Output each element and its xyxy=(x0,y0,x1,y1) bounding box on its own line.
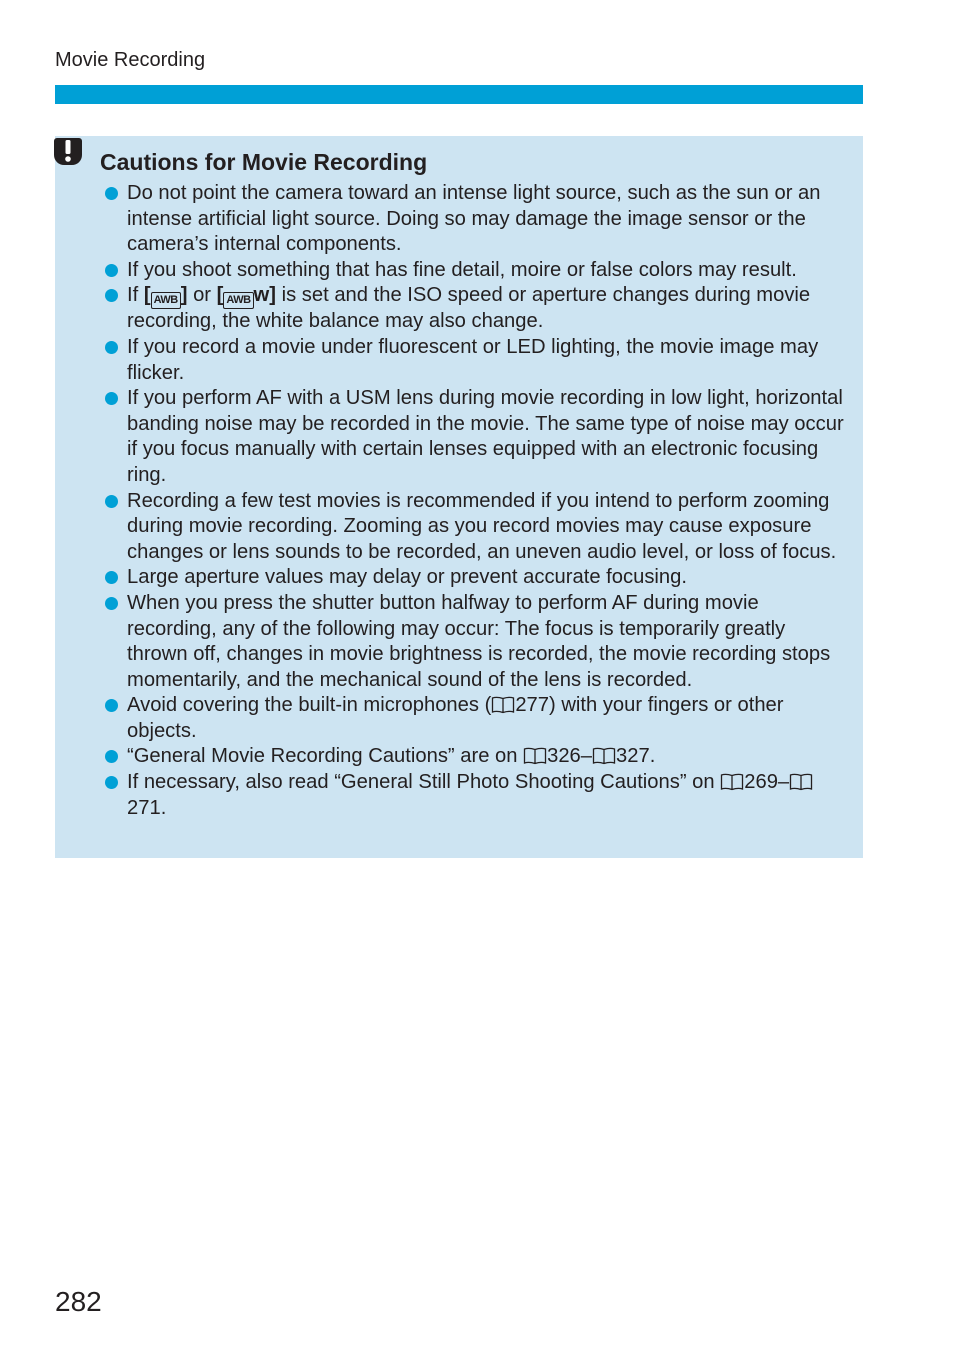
running-header: Movie Recording xyxy=(55,49,206,71)
bullet-icon xyxy=(105,699,118,712)
list-item: If necessary, also read “General Still Photo Shooting Cautions” on 269–271. xyxy=(100,770,849,821)
book-reference-icon xyxy=(491,696,515,714)
bullet-icon xyxy=(105,776,118,789)
list-item: If [ AWB ] or [ AWB w] is set and the ISO speed or aperture changes during movie recording, the white balance may also change. xyxy=(100,283,849,335)
book-reference-icon xyxy=(720,773,744,791)
book-reference-icon xyxy=(789,773,813,791)
list-item: “General Movie Recording Cautions” are on 326– 327. xyxy=(100,744,849,770)
awb-icon: AWB xyxy=(151,292,181,309)
bullet-icon xyxy=(105,597,118,610)
list-item: Large aperture values may delay or prevent accurate focusing. xyxy=(100,565,849,591)
bullet-icon xyxy=(105,264,118,277)
list-item: Do not point the camera toward an intense light source, such as the sun or an intense artificial light source. Doing so may damage the image sensor or the camera’s internal components. xyxy=(100,181,849,258)
bullet-icon xyxy=(105,289,118,302)
awb-white-priority-icon: AWB xyxy=(223,292,253,309)
bullet-icon xyxy=(105,341,118,354)
list-item: If you perform AF with a USM lens during movie recording in low light, horizontal banding noise may be recorded in the movie. The same type of noise may occur if you focus manually with certain lenses equipped with an electronic focusing ring. xyxy=(100,386,849,488)
caution-title: Cautions for Movie Recording xyxy=(100,149,428,175)
bullet-icon xyxy=(105,495,118,508)
list-item: If you shoot something that has fine detail, moire or false colors may result. xyxy=(100,258,849,284)
book-reference-icon xyxy=(592,747,616,765)
page-reference[interactable]: 277 xyxy=(515,694,549,717)
caution-icon xyxy=(53,136,83,166)
bullet-icon xyxy=(105,392,118,405)
page-reference[interactable]: 326 xyxy=(547,745,581,768)
book-reference-icon xyxy=(523,747,547,765)
caution-box xyxy=(55,136,863,858)
list-item: Avoid covering the built-in microphones ( 277) with your fingers or other objects. xyxy=(100,693,849,744)
list-item: Recording a few test movies is recommended if you intend to perform zooming during movie recording. Zooming as you record movies may cause exposure changes or lens sounds to be recorded, an uneven audio level, or loss of focus. xyxy=(100,489,849,566)
page-number: 282 xyxy=(55,1286,102,1317)
list-item: If you record a movie under fluorescent or LED lighting, the movie image may flicker. xyxy=(100,335,849,386)
page-reference[interactable]: 327 xyxy=(616,745,650,768)
page-reference[interactable]: 269 xyxy=(744,771,778,794)
bullet-icon xyxy=(105,187,118,200)
page-reference[interactable]: 271 xyxy=(127,796,161,819)
list-item: When you press the shutter button halfway to perform AF during movie recording, any of the following may occur: The focus is temporarily greatly thrown off, changes in movie brightness is recorded, the movie recording stops momentarily, and the mechanical sound of the lens is recorded. xyxy=(100,591,849,693)
bullet-icon xyxy=(105,571,118,584)
bullet-icon xyxy=(105,750,118,763)
header-accent-bar xyxy=(55,85,863,104)
caution-list xyxy=(100,181,849,821)
